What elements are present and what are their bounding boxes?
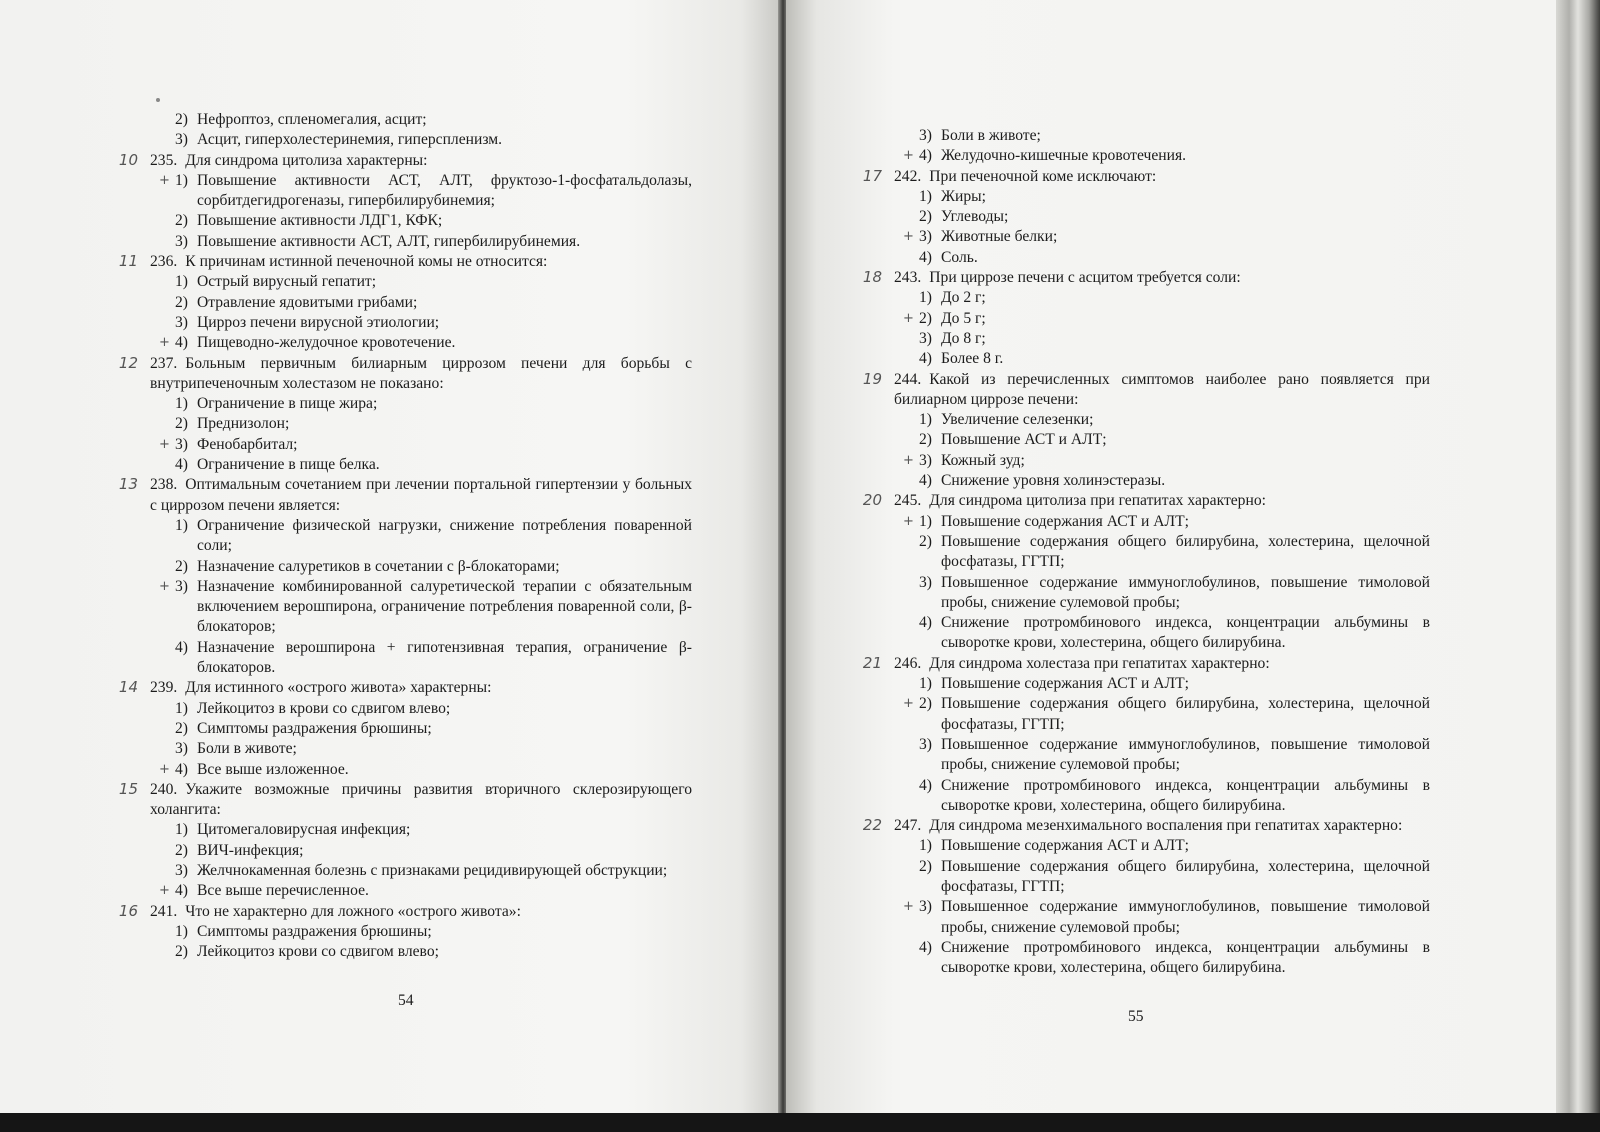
option-text: Кожный зуд;	[941, 451, 1025, 469]
question	[118, 678, 692, 779]
question-header	[862, 491, 1430, 511]
answer-option	[175, 455, 692, 475]
option-number: 1)	[175, 516, 188, 534]
answer-option	[919, 573, 1430, 614]
question-number: 247.	[894, 817, 922, 835]
question-header	[118, 475, 692, 516]
option-text: До 5 г;	[941, 309, 986, 327]
option-text: Назначение верошпирона + гипотензивная терапия, ограничение β-блокаторов.	[197, 638, 692, 677]
question-number: 239.	[150, 679, 178, 697]
handwritten-number: 21	[862, 653, 882, 672]
question-header	[118, 150, 692, 171]
option-number: 1)	[175, 699, 188, 717]
answer-option	[919, 471, 1430, 491]
question-number: 235.	[150, 151, 178, 169]
answer-option	[919, 836, 1430, 856]
option-number: 4)	[175, 882, 188, 900]
answer-option	[175, 922, 692, 942]
answer-option	[919, 938, 1430, 979]
question-header	[862, 268, 1430, 288]
option-text: Фенобарбитал;	[197, 435, 298, 453]
option-text: Повышение содержания АСТ и АЛТ;	[941, 675, 1189, 693]
option-number: 1)	[919, 411, 932, 429]
answer-option	[903, 694, 1430, 735]
option-number: 2)	[175, 415, 188, 433]
question-header	[118, 779, 692, 821]
check-mark-icon: +	[159, 761, 170, 777]
option-text: Острый вирусный гепатит;	[197, 273, 377, 291]
answer-option	[175, 739, 692, 759]
option-text: Снижение протромбинового индекса, концентрации альбумины в сыворотке крови, холестерина, общего билирубина.	[941, 938, 1430, 977]
option-text: Цитомегаловирусная инфекция;	[197, 821, 411, 839]
question-number: 237.	[150, 354, 178, 372]
question	[118, 353, 692, 476]
answer-option	[919, 735, 1430, 776]
left-page	[0, 0, 780, 1113]
scan-border	[0, 1113, 1600, 1132]
question-number: 238.	[150, 476, 178, 494]
option-text: Углеводы;	[941, 208, 1009, 226]
option-text: Желудочно-кишечные кровотечения.	[941, 147, 1187, 165]
option-number: 1)	[175, 171, 188, 189]
answer-option	[159, 333, 692, 353]
handwritten-number: 20	[862, 491, 882, 510]
option-text: Снижение протромбинового индекса, концентрации альбумины в сыворотке крови, холестерина, общего билирубина.	[941, 614, 1430, 652]
question-header	[118, 678, 692, 698]
question	[118, 901, 692, 963]
answer-option	[175, 293, 692, 313]
answer-option	[903, 309, 1430, 329]
answer-option	[175, 557, 692, 577]
question	[118, 779, 692, 902]
check-mark-icon: +	[903, 513, 914, 529]
option-number: 3)	[919, 329, 932, 347]
answer-option	[903, 146, 1430, 166]
handwritten-number: 10	[118, 150, 138, 169]
option-text: Цирроз печени вирусной этиологии;	[197, 313, 440, 331]
answer-option	[919, 187, 1430, 207]
answer-option	[175, 414, 692, 434]
option-number: 3)	[919, 127, 932, 144]
option-text: Повышение АСТ и АЛТ;	[941, 431, 1107, 449]
question-header	[862, 166, 1430, 187]
page-number: 54	[398, 992, 414, 1009]
answer-option	[175, 272, 692, 292]
option-text: Соль.	[941, 248, 978, 266]
option-number: 4)	[175, 456, 188, 474]
question-number: 245.	[894, 492, 922, 510]
option-text: Животные белки;	[941, 228, 1058, 246]
option-number: 4)	[919, 614, 932, 632]
question-text: Укажите возможные причины развития вторичного склерозирующего холангита:	[150, 780, 692, 819]
answer-option	[175, 719, 692, 739]
check-mark-icon: +	[159, 436, 170, 452]
handwritten-number: 14	[118, 678, 138, 697]
question-text: Для синдрома холестаза при гепатитах характерно:	[929, 654, 1270, 672]
option-number: 1)	[919, 187, 932, 205]
option-text: Назначение комбинированной салуретической терапии с обязательным включением верошпирона, ограничение потребления поваренной соли, β-блокаторов;	[197, 577, 692, 636]
option-text: Желчнокаменная болезнь с признаками рецидивирующей обструкции;	[197, 861, 668, 879]
left-page-text	[118, 110, 692, 962]
answer-option	[175, 942, 692, 962]
check-mark-icon: +	[159, 883, 170, 899]
question	[862, 268, 1430, 369]
question	[862, 653, 1430, 816]
question-header	[862, 816, 1430, 836]
answer-option	[175, 638, 692, 679]
option-text: Повышенное содержание иммуноглобулинов, повышение тимоловой пробы, снижение сулемовой пробы;	[941, 573, 1430, 611]
check-mark-icon: +	[903, 452, 914, 468]
handwritten-number: 22	[862, 816, 882, 835]
answer-option	[903, 227, 1430, 247]
right-page	[786, 0, 1556, 1113]
answer-option	[919, 207, 1430, 227]
answer-option	[175, 130, 692, 150]
option-number: 3)	[175, 131, 188, 149]
option-text: Преднизолон;	[197, 415, 290, 433]
option-number: 3)	[175, 861, 188, 879]
option-text: Повышение содержания общего билирубина, холестерина, щелочной фосфатазы, ГГТП;	[941, 695, 1430, 733]
answer-option	[919, 674, 1430, 694]
option-number: 4)	[919, 248, 932, 266]
option-number: 4)	[919, 472, 932, 490]
answer-option	[159, 577, 692, 638]
option-number: 2)	[175, 943, 188, 961]
option-text: Все выше изложенное.	[197, 760, 349, 778]
option-text: Повышение содержания АСТ и АЛТ;	[941, 837, 1189, 855]
answer-option	[175, 699, 692, 719]
option-text: ВИЧ-инфекция;	[197, 841, 304, 859]
option-text: Ограничение физической нагрузки, снижение потребления поваренной соли;	[197, 516, 692, 555]
question-number: 244.	[894, 370, 922, 388]
answer-option	[175, 394, 692, 414]
answer-option	[175, 211, 692, 231]
option-text: Повышение содержания общего билирубина, холестерина, щелочной фосфатазы, ГГТП;	[941, 532, 1430, 571]
question-header	[118, 252, 692, 272]
option-text: До 2 г;	[941, 289, 986, 307]
option-text: Повышенное содержание иммуноглобулинов, повышение тимоловой пробы, снижение сулемовой пробы;	[941, 898, 1430, 936]
option-text: Ограничение в пище жира;	[197, 395, 378, 413]
question-text: К причинам истинной печеночной комы не относится:	[185, 253, 548, 271]
option-text: Асцит, гиперхолестеринемия, гиперспленизм.	[197, 131, 503, 149]
option-text: Отравление ядовитыми грибами;	[197, 293, 418, 311]
question-header	[118, 901, 692, 922]
answer-option	[159, 760, 692, 780]
option-number: 2)	[175, 841, 188, 859]
check-mark-icon: +	[903, 310, 914, 326]
handwritten-number: 12	[118, 353, 138, 372]
option-text: Пищеводно-желудочное кровотечение.	[197, 334, 456, 352]
option-number: 2)	[919, 695, 932, 713]
answer-option	[919, 329, 1430, 349]
question-text: Что не характерно для ложного «острого живота»:	[185, 902, 521, 920]
option-number: 2)	[919, 857, 932, 875]
option-number: 4)	[919, 938, 932, 956]
question-text: При печеночной коме исключают:	[929, 167, 1157, 185]
question-text: Для синдрома цитолиза при гепатитах характерно:	[929, 492, 1266, 510]
option-number: 1)	[919, 675, 932, 693]
option-text: Боли в животе;	[941, 127, 1041, 144]
question-number: 242.	[894, 167, 922, 185]
option-text: Жиры;	[941, 187, 986, 205]
answer-option	[903, 512, 1430, 532]
answer-option	[919, 430, 1430, 450]
option-text: Повышение активности АСТ, АЛТ, фруктозо-1-фосфатальдолазы, сорбитдегидрогеназы, гипербилирубинемия;	[197, 171, 692, 210]
option-text: Боли в животе;	[197, 740, 297, 758]
question-number: 240.	[150, 780, 178, 798]
stray-dot	[156, 98, 160, 102]
option-number: 3)	[919, 898, 932, 916]
option-text: Назначение салуретиков в сочетании с β-блокаторами;	[197, 557, 560, 575]
answer-option	[919, 857, 1430, 898]
answer-option	[903, 897, 1430, 938]
option-text: Лейкоцитоз в крови со сдвигом влево;	[197, 699, 451, 717]
option-text: Повышение активности ЛДГ1, КФК;	[197, 212, 443, 230]
question-text: Больным первичным билиарным циррозом печени для борьбы с внутрипеченочным холестазом не показано:	[150, 354, 692, 392]
answer-option	[159, 171, 692, 212]
option-text: Увеличение селезенки;	[941, 411, 1094, 429]
handwritten-number: 19	[862, 369, 882, 388]
question-text: Для истинного «острого живота» характерны:	[185, 679, 492, 697]
answer-option	[919, 776, 1430, 817]
question-text: Для синдрома цитолиза характерны:	[185, 151, 428, 169]
option-number: 3)	[919, 451, 932, 469]
answer-option	[175, 313, 692, 333]
option-number: 2)	[919, 431, 932, 449]
option-text: Нефроптоз, спленомегалия, асцит;	[197, 111, 427, 128]
question-text: Для синдрома мезенхимального воспаления при гепатитах характерно:	[929, 817, 1403, 835]
option-text: Повышенное содержание иммуноглобулинов, повышение тимоловой пробы, снижение сулемовой пробы;	[941, 735, 1430, 774]
question	[118, 475, 692, 678]
option-text: Повышение активности АСТ, АЛТ, гипербилирубинемия.	[197, 232, 581, 250]
option-text: Более 8 г.	[941, 350, 1004, 368]
question-header	[862, 369, 1430, 411]
question-header	[118, 353, 692, 395]
option-number: 3)	[919, 228, 932, 246]
option-number: 2)	[919, 532, 932, 550]
handwritten-number: 15	[118, 779, 138, 798]
option-number: 3)	[175, 740, 188, 758]
answer-option	[919, 248, 1430, 268]
answer-option	[919, 126, 1430, 146]
option-number: 1)	[919, 837, 932, 855]
question-number: 243.	[894, 269, 922, 287]
handwritten-number: 11	[118, 252, 138, 271]
option-number: 2)	[175, 719, 188, 737]
option-number: 1)	[919, 289, 932, 307]
question-text: Оптимальным сочетанием при лечении портальной гипертензии у больных с циррозом печени является:	[150, 476, 692, 514]
option-number: 4)	[919, 350, 932, 368]
check-mark-icon: +	[903, 899, 914, 915]
option-text: Снижение протромбинового индекса, концентрации альбумины в сыворотке крови, холестерина, общего билирубина.	[941, 776, 1430, 814]
answer-option	[159, 881, 692, 901]
check-mark-icon: +	[903, 696, 914, 712]
question	[118, 252, 692, 353]
option-number: 3)	[175, 313, 188, 331]
handwritten-number: 13	[118, 475, 138, 494]
question	[862, 369, 1430, 492]
option-text: Снижение уровня холинэстеразы.	[941, 472, 1166, 490]
question	[118, 150, 692, 252]
check-mark-icon: +	[903, 229, 914, 245]
handwritten-number: 16	[118, 901, 138, 920]
option-text: Ограничение в пище белка.	[197, 456, 380, 474]
option-number: 2)	[175, 293, 188, 311]
option-number: 3)	[919, 735, 932, 753]
page-edge	[1556, 0, 1600, 1113]
answer-option	[919, 410, 1430, 430]
check-mark-icon: +	[159, 335, 170, 351]
option-text: Повышение содержания АСТ и АЛТ;	[941, 512, 1189, 530]
answer-option	[175, 516, 692, 557]
option-number: 2)	[175, 557, 188, 575]
answer-option	[919, 532, 1430, 573]
question	[862, 816, 1430, 978]
option-number: 4)	[175, 334, 188, 352]
page-number: 55	[1128, 1008, 1144, 1025]
question-text: При циррозе печени с асцитом требуется соли:	[929, 269, 1241, 287]
option-text: Лейкоцитоз крови со сдвигом влево;	[197, 943, 439, 961]
option-number: 2)	[919, 208, 932, 226]
answer-option	[175, 861, 692, 881]
handwritten-number: 18	[862, 268, 882, 287]
option-number: 1)	[919, 512, 932, 530]
question-text: Какой из перечисленных симптомов наиболее рано появляется при билиарном циррозе печени:	[894, 370, 1430, 408]
answer-option	[919, 288, 1430, 308]
handwritten-number: 17	[862, 166, 882, 185]
option-number: 1)	[175, 273, 188, 291]
option-number: 2)	[175, 212, 188, 230]
question-number: 241.	[150, 902, 178, 920]
check-mark-icon: +	[159, 578, 170, 594]
answer-option	[175, 232, 692, 252]
option-number: 1)	[175, 922, 188, 940]
check-mark-icon: +	[159, 172, 170, 188]
answer-option	[175, 841, 692, 861]
option-number: 4)	[175, 638, 188, 656]
question-header	[862, 653, 1430, 674]
option-number: 1)	[175, 821, 188, 839]
option-text: Все выше перечисленное.	[197, 882, 369, 900]
answer-option	[175, 110, 692, 130]
option-number: 3)	[175, 435, 188, 453]
answer-option	[175, 820, 692, 840]
question-number: 236.	[150, 253, 178, 271]
option-number: 1)	[175, 395, 188, 413]
question	[862, 491, 1430, 653]
option-number: 3)	[175, 577, 188, 595]
option-text: Симптомы раздражения брюшины;	[197, 719, 432, 737]
right-page-text	[862, 126, 1430, 978]
answer-option	[919, 613, 1430, 654]
question-number: 246.	[894, 654, 922, 672]
option-number: 2)	[175, 111, 188, 128]
answer-option	[919, 349, 1430, 369]
option-number: 2)	[919, 309, 932, 327]
answer-option	[159, 435, 692, 455]
option-text: До 8 г;	[941, 329, 986, 347]
question	[862, 166, 1430, 268]
option-text: Повышение содержания общего билирубина, холестерина, щелочной фосфатазы, ГГТП;	[941, 857, 1430, 895]
option-number: 3)	[919, 573, 932, 591]
option-text: Симптомы раздражения брюшины;	[197, 922, 432, 940]
option-number: 4)	[175, 760, 188, 778]
option-number: 4)	[919, 147, 932, 165]
option-number: 4)	[919, 776, 932, 794]
check-mark-icon: +	[903, 148, 914, 164]
option-number: 3)	[175, 232, 188, 250]
answer-option	[903, 451, 1430, 471]
